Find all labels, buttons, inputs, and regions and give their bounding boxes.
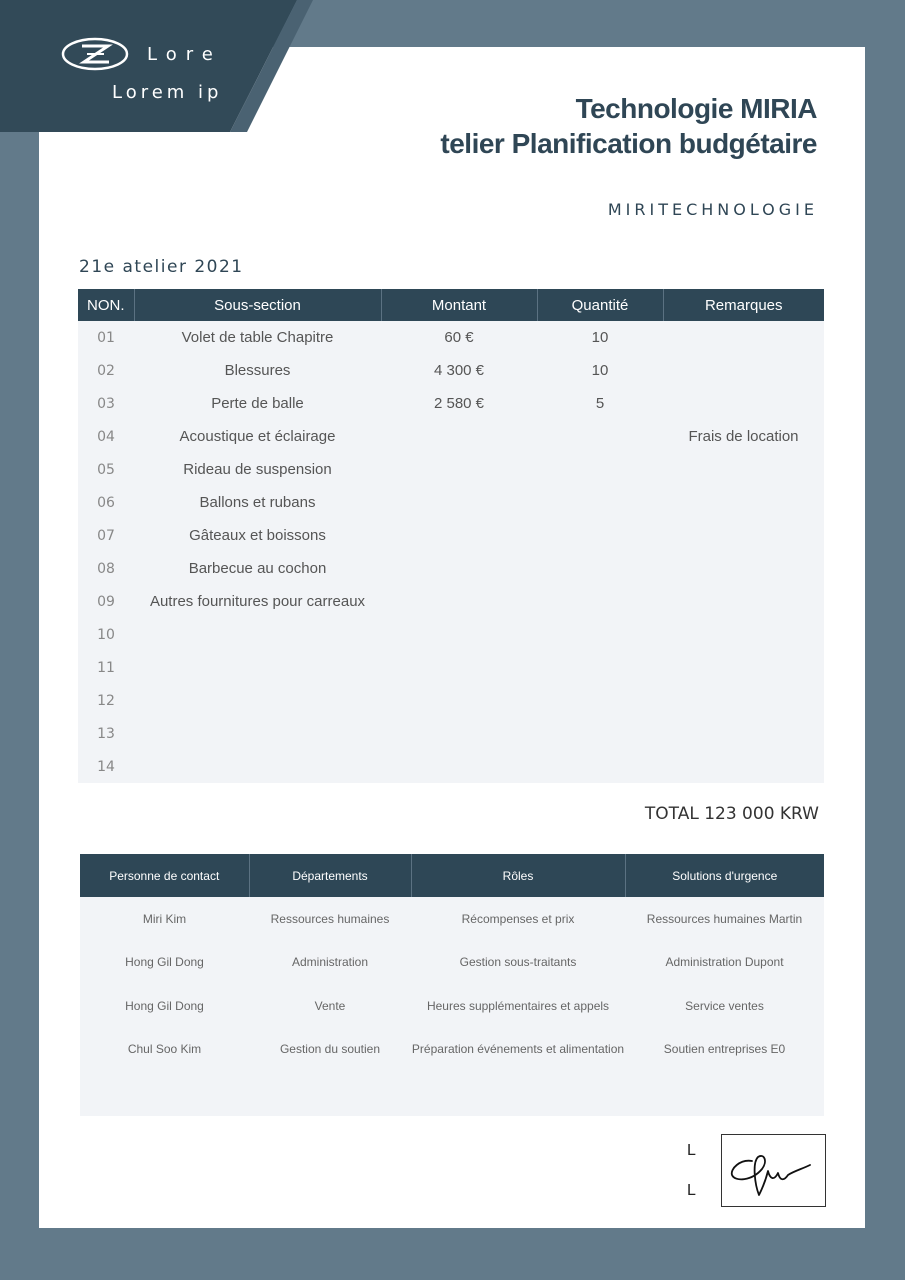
contact-cell: Gestion du soutien xyxy=(279,1042,381,1057)
row-number: 03 xyxy=(97,395,115,412)
row-amount xyxy=(381,519,537,552)
contact-cell xyxy=(249,1071,411,1116)
contact-cell: Ressources humaines xyxy=(270,911,390,926)
budget-row xyxy=(78,618,824,651)
event-subtitle: 21e atelier 2021 xyxy=(79,257,244,277)
row-item: Autres fournitures pour carreaux xyxy=(149,593,366,610)
title-line-1: Technologie MIRIA xyxy=(575,93,817,124)
budget-row xyxy=(78,750,824,783)
row-remark xyxy=(663,387,824,420)
budget-table xyxy=(78,289,824,783)
column-header: Remarques xyxy=(663,289,824,321)
row-amount: 2 580 € xyxy=(433,395,485,412)
budget-row xyxy=(78,387,824,420)
budget-row xyxy=(78,486,824,519)
row-quantity xyxy=(537,750,663,783)
budget-header-row xyxy=(78,289,824,321)
row-quantity xyxy=(537,618,663,651)
column-header: Sous-section xyxy=(134,289,381,321)
row-number: 04 xyxy=(97,428,115,445)
row-number: 06 xyxy=(97,494,115,511)
contacts-table xyxy=(80,854,824,1116)
row-amount xyxy=(381,750,537,783)
row-remark xyxy=(663,453,824,486)
contact-cell xyxy=(80,1071,249,1116)
row-amount xyxy=(381,684,537,717)
row-item: Barbecue au cochon xyxy=(188,560,327,577)
contact-cell: Soutien entreprises E0 xyxy=(663,1042,786,1057)
row-item: Ballons et rubans xyxy=(199,494,316,511)
row-item xyxy=(134,651,381,684)
row-remark xyxy=(663,354,824,387)
row-item xyxy=(134,750,381,783)
header-corner-decoration xyxy=(0,0,320,135)
company-logo xyxy=(60,35,130,73)
signature-image xyxy=(722,1135,825,1206)
row-remark: Frais de location xyxy=(688,428,799,445)
contact-row xyxy=(80,941,824,985)
row-remark xyxy=(663,552,824,585)
contact-row xyxy=(80,897,824,941)
row-remark xyxy=(663,684,824,717)
row-number: 13 xyxy=(97,725,115,742)
budget-total: TOTAL 123 000 KRW xyxy=(644,804,819,824)
contact-cell xyxy=(625,1071,824,1116)
row-amount: 4 300 € xyxy=(433,362,485,379)
row-amount xyxy=(381,486,537,519)
row-number: 10 xyxy=(97,626,115,643)
column-header: Montant xyxy=(381,289,537,321)
column-header: Départements xyxy=(249,854,411,897)
column-header: Solutions d'urgence xyxy=(625,854,824,897)
row-quantity xyxy=(537,486,663,519)
row-number: 07 xyxy=(97,527,115,544)
contact-cell: Heures supplémentaires et appels xyxy=(426,998,610,1013)
contact-row xyxy=(80,1028,824,1072)
row-quantity: 10 xyxy=(591,362,609,379)
row-number: 08 xyxy=(97,560,115,577)
row-remark xyxy=(663,585,824,618)
row-quantity xyxy=(537,684,663,717)
row-item: Perte de balle xyxy=(211,395,304,412)
column-header: Quantité xyxy=(537,289,663,321)
row-number: 12 xyxy=(97,692,115,709)
row-quantity xyxy=(537,552,663,585)
contact-cell: Gestion sous-traitants xyxy=(459,955,577,970)
budget-row xyxy=(78,321,824,354)
row-remark xyxy=(663,618,824,651)
column-header: Rôles xyxy=(411,854,625,897)
contact-cell: Hong Gil Dong xyxy=(125,998,204,1013)
signature-box xyxy=(721,1134,826,1207)
contacts-header-row xyxy=(80,854,824,897)
row-quantity xyxy=(537,585,663,618)
budget-row xyxy=(78,585,824,618)
budget-row xyxy=(78,420,824,453)
row-remark xyxy=(663,321,824,354)
contact-cell: Service ventes xyxy=(685,998,764,1013)
budget-row xyxy=(78,519,824,552)
row-number: 11 xyxy=(97,659,115,676)
contact-row-empty xyxy=(80,1071,824,1116)
budget-row xyxy=(78,453,824,486)
signature-label: L xyxy=(687,1142,696,1159)
row-amount: 60 € xyxy=(444,329,474,346)
row-item: Volet de table Chapitre xyxy=(181,329,334,346)
budget-row xyxy=(78,717,824,750)
row-amount xyxy=(381,585,537,618)
contact-cell: Hong Gil Dong xyxy=(125,955,204,970)
row-item: Rideau de suspension xyxy=(183,461,332,478)
row-amount xyxy=(381,618,537,651)
contact-cell: Miri Kim xyxy=(142,911,187,926)
row-item: Gâteaux et boissons xyxy=(189,527,326,544)
budget-row xyxy=(78,651,824,684)
brand-name: Lore xyxy=(147,44,222,65)
budget-row xyxy=(78,354,824,387)
row-quantity xyxy=(537,717,663,750)
row-remark xyxy=(663,519,824,552)
contact-row xyxy=(80,984,824,1028)
row-remark xyxy=(663,717,824,750)
budget-row xyxy=(78,552,824,585)
row-item xyxy=(134,717,381,750)
row-quantity: 5 xyxy=(595,395,605,412)
row-number: 14 xyxy=(97,758,115,775)
row-item xyxy=(134,684,381,717)
row-remark xyxy=(663,750,824,783)
row-number: 01 xyxy=(97,329,115,346)
signature-label: L xyxy=(687,1182,696,1199)
row-number: 02 xyxy=(97,362,115,379)
row-amount xyxy=(381,717,537,750)
row-amount xyxy=(381,552,537,585)
contact-cell: Ressources humaines Martin xyxy=(646,911,803,926)
row-number: 05 xyxy=(97,461,115,478)
row-quantity: 10 xyxy=(591,329,609,346)
brand-tagline: Lorem ip xyxy=(112,82,223,103)
contact-cell: Récompenses et prix xyxy=(461,911,575,926)
contact-cell: Chul Soo Kim xyxy=(127,1042,202,1057)
title-line-2: telier Planification budgétaire xyxy=(440,128,817,159)
contact-cell: Administration xyxy=(291,955,369,970)
contact-cell: Vente xyxy=(314,998,346,1013)
row-remark xyxy=(663,486,824,519)
row-quantity xyxy=(537,453,663,486)
row-amount xyxy=(381,420,537,453)
row-quantity xyxy=(537,651,663,684)
row-number: 09 xyxy=(97,593,115,610)
budget-row xyxy=(78,684,824,717)
contact-cell xyxy=(411,1071,625,1116)
row-item xyxy=(134,618,381,651)
row-quantity xyxy=(537,420,663,453)
row-item: Acoustique et éclairage xyxy=(179,428,336,445)
document-title xyxy=(440,91,817,161)
contact-cell: Préparation événements et alimentation xyxy=(411,1042,625,1057)
company-name: MIRITECHNOLOGIE xyxy=(607,200,818,219)
row-amount xyxy=(381,453,537,486)
row-item: Blessures xyxy=(224,362,291,379)
column-header: Personne de contact xyxy=(80,854,249,897)
row-amount xyxy=(381,651,537,684)
row-quantity xyxy=(537,519,663,552)
row-remark xyxy=(663,651,824,684)
contact-cell: Administration Dupont xyxy=(665,955,784,970)
column-header: NON. xyxy=(78,289,134,321)
